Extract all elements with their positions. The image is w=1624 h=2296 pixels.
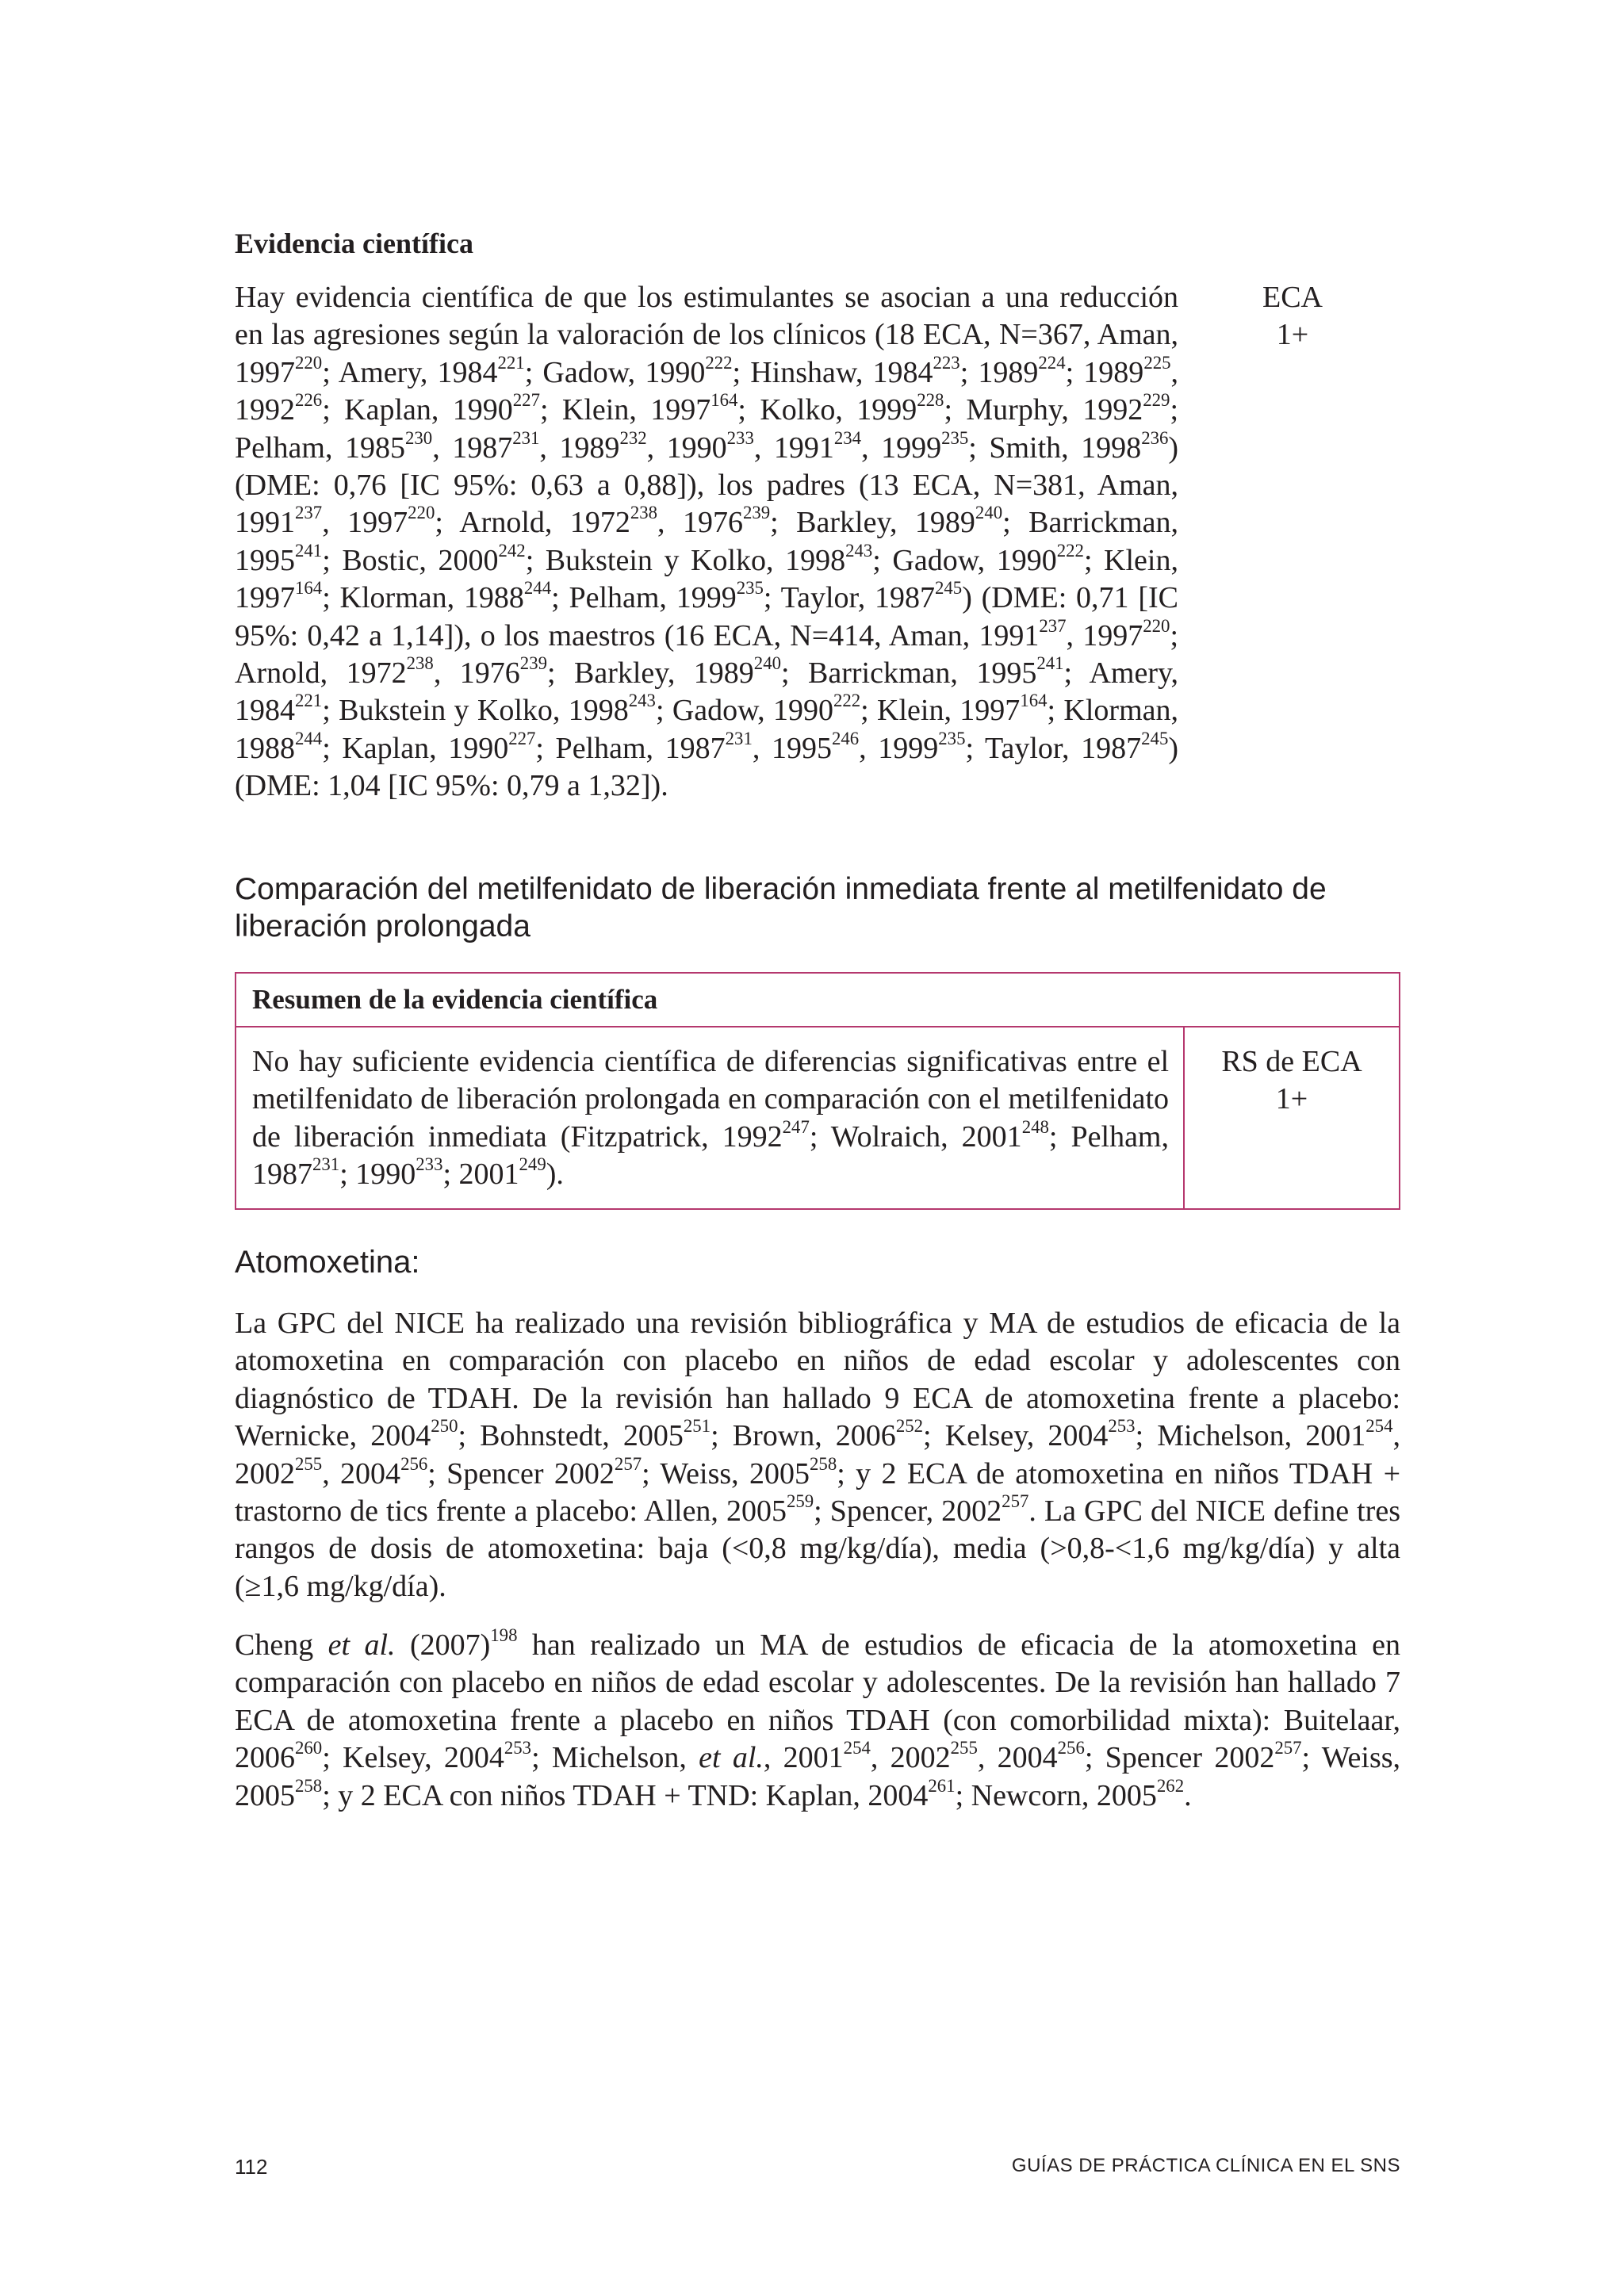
- evidence-level-type: ECA: [1262, 281, 1323, 314]
- summary-header-row: [236, 973, 1400, 1027]
- evidence-summary-table: [235, 972, 1400, 1210]
- atomoxetina-paragraph-cheng: Cheng et al. $(2007)^{198}$ han realizado un MA de estudios de eficacia de la atomoxetina en comparación con placebo en niños de edad escolar y adolescentes. De la revisión han hallado 7 ECA de atomoxetina frente a placebo en niños TDAH (con comorbilidad mixta): Buitelaar, 2006$^{260}$; Kelsey, 2004$^{253}$; Michelson, et al., 2001$^{254}$, 2002$^{255}$, 2004$^{256}$; Spencer 2002$^{257}$; Weiss, 2005$^{258}$; y 2 ECA con niños TDAH + TND: Kaplan, 2004$^{261}$; Newcorn, 2005$^{262}$.: [235, 1624, 1401, 1812]
- summary-level: [1184, 1027, 1400, 1209]
- atomoxetina-paragraph-nice: La GPC del NICE ha realizado una revisión bibliográfica y MA de estudios de eficacia de la atomoxetina en comparación con placebo en niños de edad escolar y adolescentes con diagnóstico de TDAH. De la revisión han hallado 9 ECA de atomoxetina frente a placebo: Wernicke, 2004$^{250}$; Bohnstedt, 2005$^{251}$; Brown, 2006$^{252}$; Kelsey, 2004$^{253}$; Michelson, 2001$^{254}$, 2002$^{255}$, 2004$^{256}$; Spencer 2002$^{257}$; Weiss, 2005$^{258}$; y 2 ECA de atomoxetina en niños TDAH + trastorno de tics frente a placebo: Allen, 2005$^{259}$; Spencer, 2002$^{257}$. La GPC del NICE define tres rangos de dosis de atomoxetina: baja (<0,8 mg/kg/día), media (>0,8-<1,6 mg/kg/día) y alta (≥1,6 mg/kg/día).: [235, 1307, 1401, 1603]
- evidence-heading: Evidencia científica: [235, 228, 473, 259]
- summary-text: No hay suficiente evidencia científica de diferencias significativas entre el metilfenidato de liberación prolongada en comparación con el metilfenidato de liberación inmediata (Fitzpatrick, 1992$^{247}$; Wolraich, 2001$^{248}$; Pelham, 1987$^{231}$; 1990$^{233}$; 2001$^{249}$).: [236, 1027, 1184, 1209]
- evidence-paragraph: Hay evidencia científica de que los estimulantes se asocian a una reducción en las agresiones según la valoración de los clínicos (18 ECA, N=367, Aman, 1997$^{220}$; Amery, 1984$^{221}$; Gadow, 1990$^{222}$; Hinshaw, 1984$^{223}$; 1989$^{224}$; 1989$^{225}$, 1992$^{226}$; Kaplan, 1990$^{227}$; Klein, 1997$^{164}$; Kolko, 1999$^{228}$; Murphy, 1992$^{229}$; Pelham, 1985$^{230}$, 1987$^{231}$, 1989$^{232}$, 1990$^{233}$, 1991$^{234}$, 1999$^{235}$; Smith, 1998$^{236}$) (DME: 0,76 [IC 95%: 0,63 a 0,88]), los padres (13 ECA, N=381, Aman, 1991$^{237}$, 1997$^{220}$; Arnold, 1972$^{238}$, 1976$^{239}$; Barkley, 1989$^{240}$; Barrickman, 1995$^{241}$; Bostic, 2000$^{242}$; Bukstein y Kolko, 1998$^{243}$; Gadow, 1990$^{222}$; Klein, 1997$^{164}$; Klorman, 1988$^{244}$; Pelham, 1999$^{235}$; Taylor, 1987$^{245}$) (DME: 0,71 [IC 95%: 0,42 a 1,14]), o los maestros (16 ECA, N=414, Aman, 1991$^{237}$, 1997$^{220}$; Arnold, 1972$^{238}$, 1976$^{239}$; Barkley, 1989$^{240}$; Barrickman, 1995$^{241}$; Amery, 1984$^{221}$; Bukstein y Kolko, 1998$^{243}$; Gadow, 1990$^{222}$; Klein, 1997$^{164}$; Klorman, 1988$^{244}$; Kaplan, 1990$^{227}$; Pelham, 1987$^{231}$, 1995$^{246}$, 1999$^{235}$; Taylor, 1987$^{245}$) (DME: 1,04 [IC 95%: 0,79 a 1,32]).: [235, 281, 1179, 803]
- evidence-level: [1237, 279, 1348, 354]
- section-title: Comparación del metilfenidato de liberación inmediata frente al metilfenidato de liberación prolongada: [235, 872, 1327, 943]
- summary-level-type: RS de ECA: [1221, 1045, 1362, 1078]
- summary-body-row: [236, 1027, 1400, 1209]
- atomoxetina-title: Atomoxetina:: [235, 1245, 420, 1280]
- summary-level-grade: 1+: [1275, 1082, 1308, 1116]
- page-number: 112: [235, 2155, 268, 2179]
- evidence-level-grade: 1+: [1276, 318, 1309, 352]
- summary-header: Resumen de la evidencia científica: [236, 973, 1400, 1027]
- footer-series-title: GUÍAS DE PRÁCTICA CLÍNICA EN EL SNS: [1011, 2155, 1400, 2176]
